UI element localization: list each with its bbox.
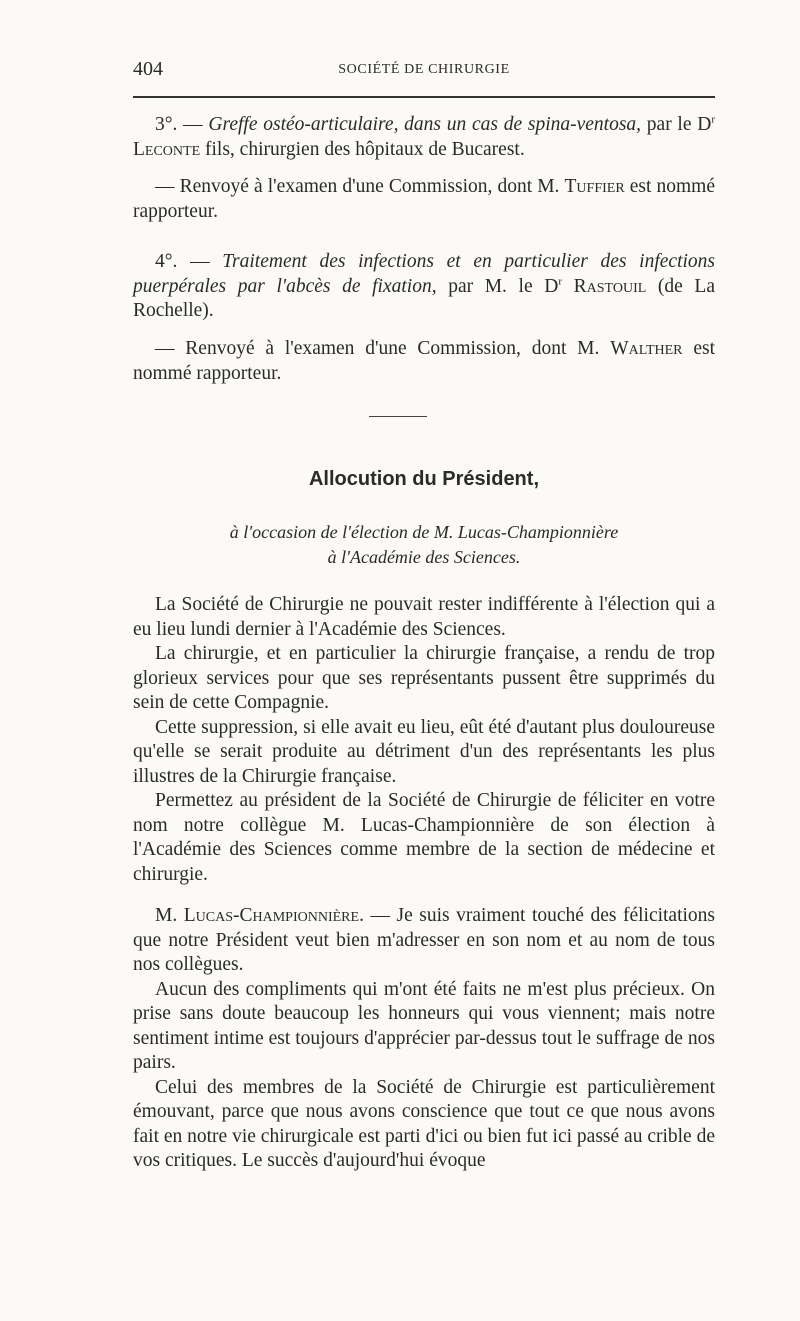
header-rule — [133, 96, 715, 98]
item-3-rapporteur: Tuffier — [564, 176, 625, 197]
item-3 — [133, 113, 715, 162]
journal-title: SOCIÉTÉ DE CHIRURGIE — [338, 62, 510, 77]
item-3-text: 3°. — Greffe ostéo-articulaire, dans un cas de spina-ventosa, par le $D^r$ Leconte fils, chirurgien des hôpitaux de Bucarest. — [133, 113, 715, 160]
allocution-paragraph: Permettez au président de la Société de Chirurgie de féliciter en votre nom notre collègue M. Lucas-Championnière de son élection à l'Académie des Sciences comme membre de la section de médecine et chirurgie. — [133, 790, 715, 885]
allocution-body — [133, 593, 715, 887]
reply-paragraph: Celui des membres de la Société de Chirurgie est particulièrement émouvant, parce que nous avons conscience que tout ce que nous avons fait en notre vie chirurgicale est parti d'ici ou bien fut ici passé au crible de vos critiques. Le succès d'aujourd'hui évoque — [133, 1076, 715, 1171]
allocution-paragraph: La chirurgie, et en particulier la chirurgie française, a rendu de trop glorieux services pour que ses représentants pussent être supprimés du sein de cette Compagnie. — [133, 643, 715, 713]
item-4-text: 4°. — Traitement des infections et en particulier des infections puerpérales par l'abcès de fixation, par M. le $D^r$ Rastouil (de La Rochelle). — [133, 251, 715, 321]
subtitle-line-1: à l'occasion de l'élection de M. Lucas-Championnière — [229, 522, 619, 542]
item-3-title: Greffe ostéo-articulaire, dans un cas de spina-ventosa, — [208, 114, 642, 135]
reply-paragraph: M. Lucas-Championnière. — Je suis vraiment touché des félicitations que notre Président veut bien m'adresser en son nom et au nom de tous nos collègues. — [133, 905, 716, 975]
item-4-author: Rastouil — [573, 275, 647, 297]
reply-body — [133, 904, 715, 1174]
speaker-name: Lucas-Championnière — [183, 905, 360, 926]
item-4-number: 4°. — [155, 251, 178, 272]
allocution-paragraph: La Société de Chirurgie ne pouvait rester indifférente à l'élection qui a eu lieu lundi dernier à l'Académie des Sciences. — [133, 594, 715, 640]
item-4-referral: — Renvoyé à l'examen d'une Commission, dont M. Walther est nommé rapporteur. — [133, 338, 715, 384]
section-separator — [369, 416, 427, 417]
item-3-referral: — Renvoyé à l'examen d'une Commission, dont M. Tuffier est nommé rapporteur. — [133, 176, 715, 222]
reply-paragraph: Aucun des compliments qui m'ont été faits ne m'est plus précieux. On prise sans doute beaucoup les honneurs qui vous viennent; mais notre sentiment intime est toujours d'apprécier par-dessus tout le suffrage de nos pairs. — [133, 978, 715, 1073]
subtitle-line-2: à l'Académie des Sciences. — [327, 547, 521, 567]
page-number: 404 — [133, 58, 163, 80]
running-head — [133, 58, 715, 88]
item-3-author: Leconte — [133, 138, 201, 160]
item-4-title: Traitement des infections et en particulier des infections puerpérales par l'abcès de fixation, — [133, 251, 715, 297]
section-heading: Allocution du Président, — [308, 468, 539, 490]
allocution-paragraph: Cette suppression, si elle avait eu lieu, eût été d'autant plus douloureuse qu'elle se serait produite au détriment d'un des représentants les plus illustres de la Chirurgie française. — [133, 716, 715, 787]
item-4-rapporteur: Walther — [610, 338, 683, 359]
item-3-number: 3°. — [155, 114, 178, 135]
item-4 — [133, 250, 715, 324]
